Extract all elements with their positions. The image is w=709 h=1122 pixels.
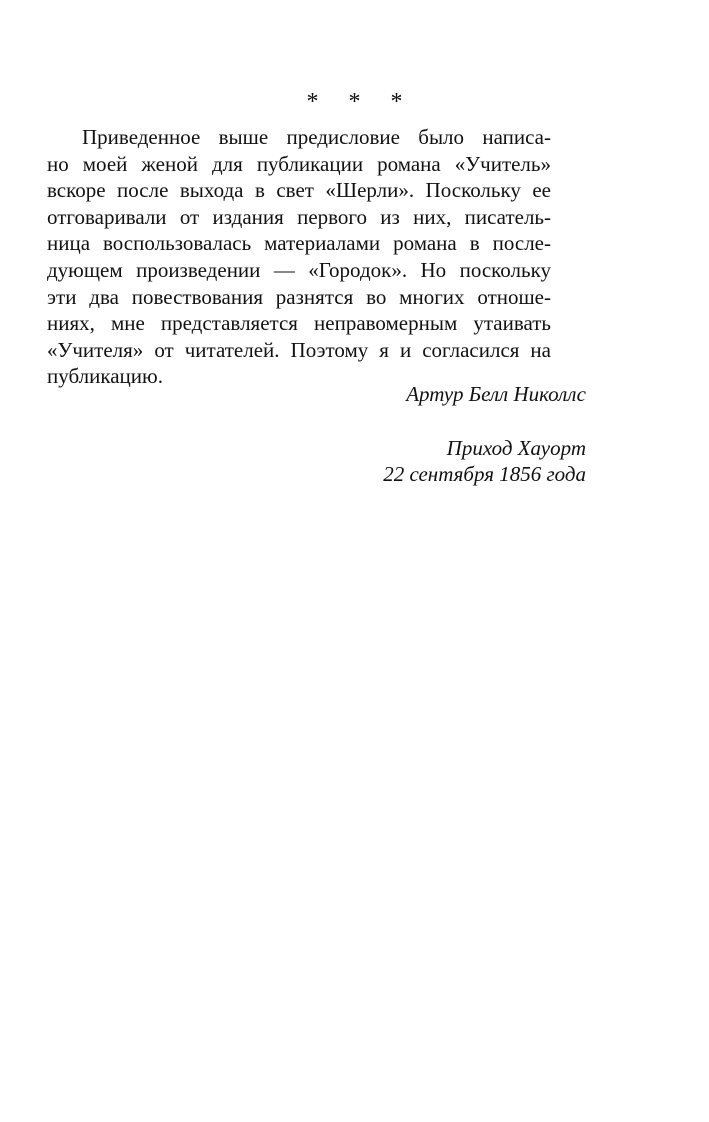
date-line: 22 сентября 1856 года [383, 462, 586, 486]
paragraph-line: вскоре после выхода в свет «Шерли». Поскольку ее [47, 178, 551, 203]
paragraph-line: эти два повествования разнятся во многих отноше- [47, 284, 551, 309]
paragraph-line: отговаривали от издания первого из них, писатель- [47, 204, 551, 229]
afterword-paragraph [47, 124, 551, 390]
paragraph-line: но моей женой для публикации романа «Учитель» [47, 151, 551, 176]
paragraph-line: дующем произведении — «Городок». Но поскольку [47, 257, 551, 282]
place-line: Приход Хауорт [446, 436, 586, 460]
paragraph-line: публикацию. [47, 364, 163, 389]
paragraph-line: Приведенное выше предисловие было написа- [82, 125, 551, 149]
paragraph-line: «Учителя» от читателей. Поэтому я и согласился на [47, 337, 551, 362]
section-separator: * * * [306, 89, 415, 115]
author-signature: Артур Белл Николлс [406, 382, 586, 406]
paragraph-line: ница воспользовалась материалами романа в после- [47, 231, 551, 256]
paragraph-line: ниях, мне представляется неправомерным утаивать [47, 311, 551, 336]
